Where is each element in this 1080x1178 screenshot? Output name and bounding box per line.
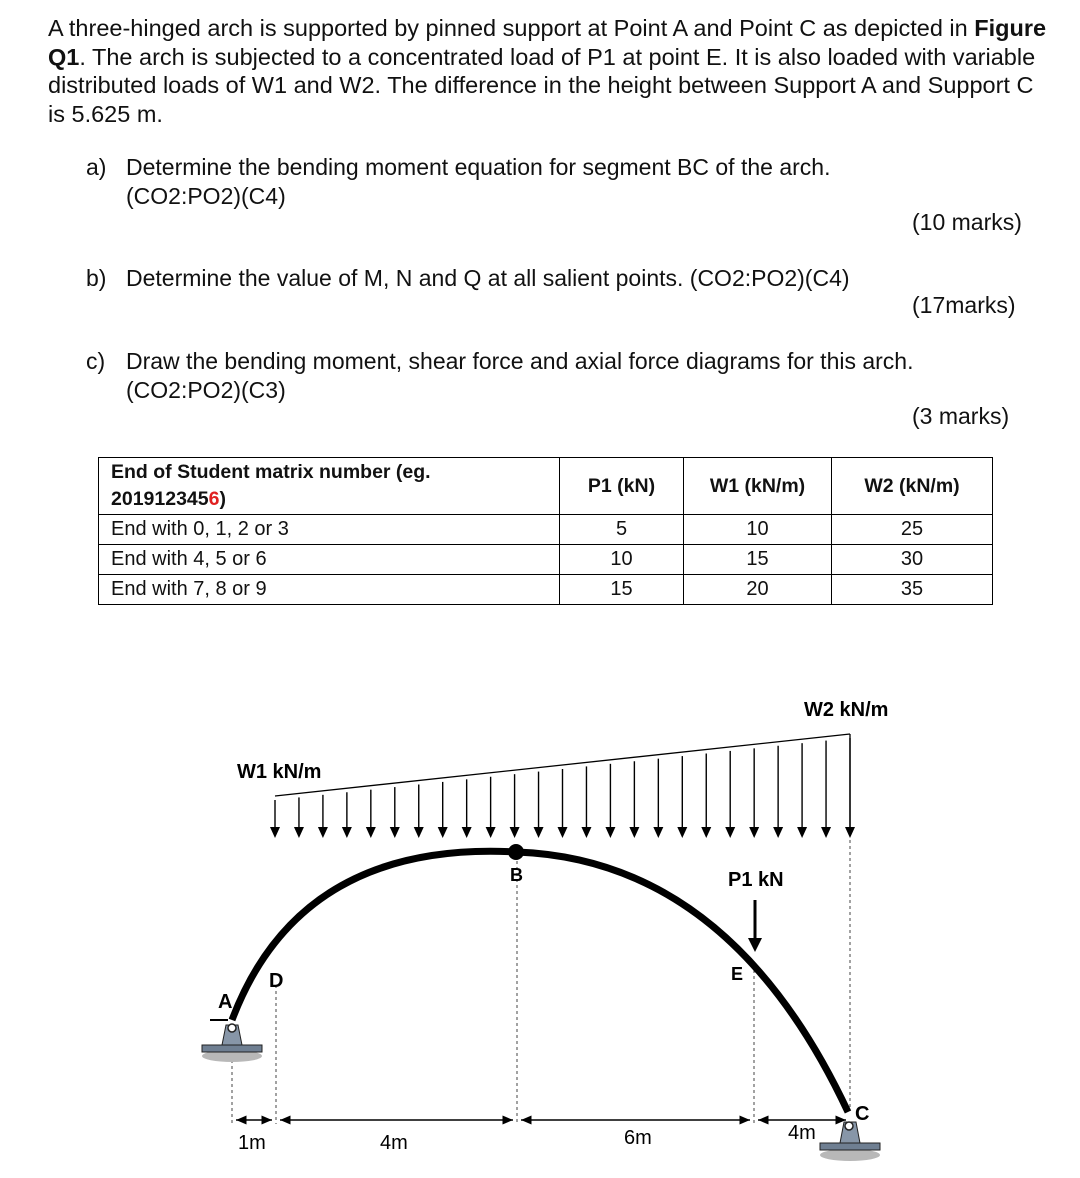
load-arrow-head-icon bbox=[605, 827, 615, 838]
point-c-label: C bbox=[855, 1103, 870, 1125]
p1-label: P1 kN bbox=[728, 869, 784, 891]
load-arrow-head-icon bbox=[342, 827, 352, 838]
header-w2: W2 (kN/m) bbox=[832, 458, 993, 515]
figure-reference: Figure Q1 bbox=[48, 15, 1047, 70]
load-arrow-head-icon bbox=[558, 827, 568, 838]
pinned-support-a-icon bbox=[202, 1020, 262, 1062]
dim-label: 1m bbox=[238, 1132, 266, 1154]
w1-label: W1 kN/m bbox=[237, 761, 322, 783]
dim-label: 6m bbox=[624, 1127, 652, 1149]
load-arrow-head-icon bbox=[390, 827, 400, 838]
load-arrow-head-icon bbox=[629, 827, 639, 838]
marks-a: (10 marks) bbox=[912, 209, 1022, 235]
w2-label: W2 kN/m bbox=[804, 699, 889, 721]
w1-value: 15 bbox=[684, 545, 832, 575]
point-d-label: D bbox=[269, 970, 284, 992]
hinge-b-icon bbox=[508, 844, 524, 860]
dim-label: 4m bbox=[380, 1132, 408, 1154]
load-arrow-head-icon bbox=[438, 827, 448, 838]
question-text: Determine the bending moment equation for segment BC of the arch. bbox=[126, 154, 831, 180]
p1-value: 10 bbox=[560, 545, 684, 575]
pinned-support-c-icon bbox=[820, 1122, 880, 1161]
question-label: b) bbox=[86, 265, 107, 291]
highlighted-digit: 6 bbox=[208, 488, 220, 510]
row-label: End with 7, 8 or 9 bbox=[99, 575, 560, 605]
p1-value: 5 bbox=[560, 515, 684, 545]
point-load-arrow-icon bbox=[748, 938, 762, 952]
dim-label: 4m bbox=[788, 1122, 816, 1144]
w2-value: 25 bbox=[832, 515, 993, 545]
p1-value: 15 bbox=[560, 575, 684, 605]
header-w1: W1 (kN/m) bbox=[684, 458, 832, 515]
question-label: c) bbox=[86, 348, 106, 374]
load-arrow-head-icon bbox=[510, 827, 520, 838]
load-arrow-head-icon bbox=[653, 827, 663, 838]
point-e-label: E bbox=[731, 964, 744, 984]
question-text: Draw the bending moment, shear force and axial force diagrams for this arch. bbox=[126, 348, 914, 374]
load-arrow-head-icon bbox=[581, 827, 591, 838]
load-arrow-head-icon bbox=[677, 827, 687, 838]
load-arrow-head-icon bbox=[534, 827, 544, 838]
load-arrow-head-icon bbox=[270, 827, 280, 838]
load-arrow-head-icon bbox=[797, 827, 807, 838]
question-codes: (CO2:PO2)(C3) bbox=[126, 377, 286, 403]
load-arrow-head-icon bbox=[486, 827, 496, 838]
load-arrow-head-icon bbox=[821, 827, 831, 838]
header-student-number: End of Student matrix number (eg. 2019123456) bbox=[99, 458, 560, 515]
load-arrow-head-icon bbox=[845, 827, 855, 838]
load-arrow-head-icon bbox=[773, 827, 783, 838]
row-label: End with 4, 5 or 6 bbox=[99, 545, 560, 575]
w1-value: 10 bbox=[684, 515, 832, 545]
marks-c: (3 marks) bbox=[912, 403, 1010, 429]
intro-text-2: . The arch is subjected to a concentrated load of P1 at point E. It is also loaded with variable distributed loads of W1 and W2. The difference in the height between Support A and Support C is 5.625 m. bbox=[48, 43, 1036, 127]
load-arrow-head-icon bbox=[294, 827, 304, 838]
point-a-label: A bbox=[218, 991, 233, 1013]
marks-b: (17marks) bbox=[912, 292, 1016, 318]
question-text: Determine the value of M, N and Q at all salient points. (CO2:PO2)(C4) bbox=[126, 265, 850, 291]
w1-value: 20 bbox=[684, 575, 832, 605]
question-codes: (CO2:PO2)(C4) bbox=[126, 183, 286, 209]
distributed-load-arrows bbox=[270, 738, 855, 838]
header-p1: P1 (kN) bbox=[560, 458, 684, 515]
row-label: End with 0, 1, 2 or 3 bbox=[99, 515, 560, 545]
w2-value: 35 bbox=[832, 575, 993, 605]
load-arrow-head-icon bbox=[725, 827, 735, 838]
load-arrow-head-icon bbox=[366, 827, 376, 838]
point-b-label: B bbox=[510, 865, 523, 885]
w2-value: 30 bbox=[832, 545, 993, 575]
question-label: a) bbox=[86, 154, 107, 180]
load-arrow-head-icon bbox=[414, 827, 424, 838]
load-arrow-head-icon bbox=[749, 827, 759, 838]
intro-text-1: A three-hinged arch is supported by pinned support at Point A and Point C as depicted in bbox=[48, 15, 968, 41]
load-arrow-head-icon bbox=[701, 827, 711, 838]
load-arrow-head-icon bbox=[318, 827, 328, 838]
load-arrow-head-icon bbox=[462, 827, 472, 838]
